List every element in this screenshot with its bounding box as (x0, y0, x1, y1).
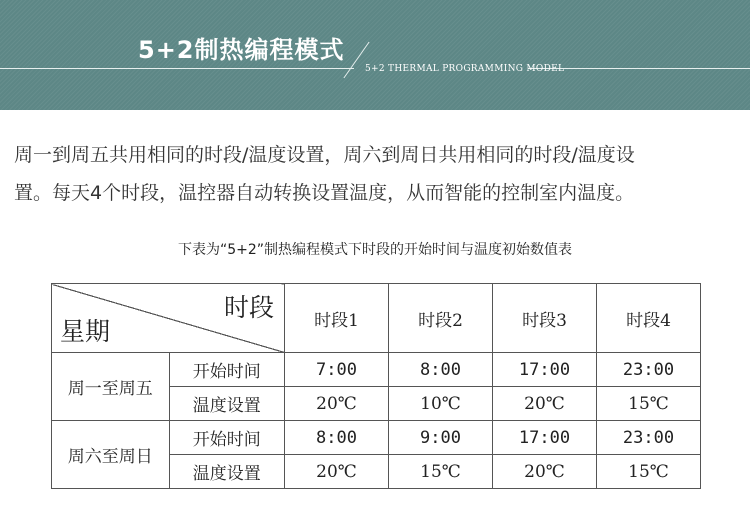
group-label: 周一至周五 (52, 353, 170, 421)
row-label: 开始时间 (169, 353, 285, 387)
table-cell: 20℃ (285, 455, 389, 489)
table-caption: 下表为“5+2”制热编程模式下时段的开始时间与温度初始数值表 (177, 242, 573, 258)
corner-label-weekday: 星期 (60, 317, 111, 346)
table-cell: 17:00 (493, 353, 597, 387)
table-cell: 15℃ (597, 387, 701, 421)
table-cell: 20℃ (285, 387, 389, 421)
table-cell: 15℃ (389, 455, 493, 489)
row-label: 开始时间 (169, 421, 285, 455)
description-line-1: 周一到周五共用相同的时段/温度设置，周六到周日共用相同的时段/温度设 (14, 144, 635, 166)
table-row (52, 421, 701, 455)
row-label: 温度设置 (169, 455, 285, 489)
row-label: 温度设置 (169, 387, 285, 421)
table-row (52, 353, 701, 387)
description-paragraph (14, 136, 738, 212)
table-cell: 20℃ (493, 455, 597, 489)
table-cell: 10℃ (389, 387, 493, 421)
period-header: 时段2 (389, 284, 493, 353)
period-header: 时段1 (285, 284, 389, 353)
table-cell: 7:00 (285, 353, 389, 387)
group-label: 周六至周日 (52, 421, 170, 489)
corner-cell (52, 284, 285, 353)
table-cell: 17:00 (493, 421, 597, 455)
table-header-row (52, 284, 701, 353)
table-cell: 23:00 (597, 353, 701, 387)
schedule-table (51, 283, 701, 489)
table-cell: 8:00 (389, 353, 493, 387)
table-cell: 23:00 (597, 421, 701, 455)
header-divider-left (0, 68, 354, 69)
table-cell: 15℃ (597, 455, 701, 489)
table-cell: 9:00 (389, 421, 493, 455)
table-cell: 8:00 (285, 421, 389, 455)
page-subtitle: 5+2 THERMAL PROGRAMMING MODEL (365, 64, 565, 74)
description-line-2: 置。每天4个时段，温控器自动转换设置温度，从而智能的控制室内温度。 (14, 182, 635, 204)
period-header: 时段4 (597, 284, 701, 353)
period-header: 时段3 (493, 284, 597, 353)
page-title: 5+2制热编程模式 (138, 36, 345, 64)
header-banner (0, 0, 750, 110)
table-cell: 20℃ (493, 387, 597, 421)
corner-label-period: 时段 (223, 293, 274, 322)
